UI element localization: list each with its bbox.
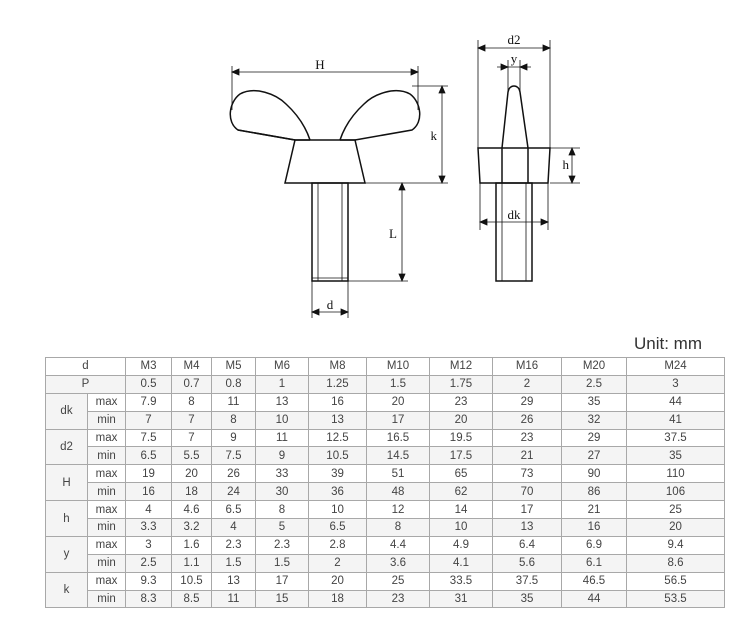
table-cell: 6.5: [126, 447, 172, 465]
table-cell: 15: [256, 590, 309, 608]
table-cell: 32: [562, 411, 627, 429]
table-cell: 39: [309, 465, 367, 483]
table-cell: 24: [212, 483, 256, 501]
label-y: y: [510, 51, 518, 66]
size-header: M10: [367, 358, 430, 376]
table-cell: 0.5: [126, 375, 172, 393]
table-cell: 1: [256, 375, 309, 393]
table-cell: 3: [126, 536, 172, 554]
table-cell: 14: [430, 501, 493, 519]
table-row: [46, 375, 725, 393]
table-cell: 33.5: [430, 572, 493, 590]
table-cell: 16: [126, 483, 172, 501]
table-cell: 10.5: [309, 447, 367, 465]
table-cell: 23: [430, 393, 493, 411]
table-cell: 30: [256, 483, 309, 501]
side-shank: [496, 183, 532, 281]
table-cell: 12: [367, 501, 430, 519]
table-cell: 73: [493, 465, 562, 483]
bound-label: max: [88, 501, 126, 519]
bound-label: min: [88, 590, 126, 608]
table-cell: 53.5: [627, 590, 725, 608]
table-cell: 6.1: [562, 554, 627, 572]
table-cell: 6.5: [212, 501, 256, 519]
table-cell: 29: [562, 429, 627, 447]
table-cell: 7: [172, 411, 212, 429]
bound-label: min: [88, 483, 126, 501]
table-cell: 90: [562, 465, 627, 483]
table-cell: 44: [627, 393, 725, 411]
table-cell: 9: [256, 447, 309, 465]
table-cell: 0.7: [172, 375, 212, 393]
bound-label: min: [88, 519, 126, 537]
table-cell: 1.1: [172, 554, 212, 572]
table-cell: 1.25: [309, 375, 367, 393]
table-cell: 5.5: [172, 447, 212, 465]
table-cell: 25: [627, 501, 725, 519]
label-h: h: [562, 157, 569, 172]
table-row: [46, 465, 725, 483]
table-cell: 110: [627, 465, 725, 483]
table-cell: 26: [493, 411, 562, 429]
table-cell: 11: [256, 429, 309, 447]
param-label: H: [46, 465, 88, 501]
table-cell: 4.1: [430, 554, 493, 572]
table-cell: 7: [172, 429, 212, 447]
table-cell: 13: [212, 572, 256, 590]
table-cell: 20: [430, 411, 493, 429]
table-cell: 9.3: [126, 572, 172, 590]
table-cell: 23: [367, 590, 430, 608]
table-cell: 12.5: [309, 429, 367, 447]
table-cell: 44: [562, 590, 627, 608]
table-cell: 8.3: [126, 590, 172, 608]
table-cell: 36: [309, 483, 367, 501]
table-row: [46, 590, 725, 608]
table-cell: 86: [562, 483, 627, 501]
table-cell: 4.9: [430, 536, 493, 554]
side-body: [478, 148, 550, 183]
table-cell: 4.6: [172, 501, 212, 519]
param-label: h: [46, 501, 88, 537]
table-cell: 56.5: [627, 572, 725, 590]
table-row: [46, 572, 725, 590]
table-row: [46, 501, 725, 519]
table-cell: 17: [256, 572, 309, 590]
table-cell: 19.5: [430, 429, 493, 447]
table-cell: 6.9: [562, 536, 627, 554]
table-row: [46, 411, 725, 429]
size-header: M24: [627, 358, 725, 376]
table-cell: 35: [562, 393, 627, 411]
table-cell: 23: [493, 429, 562, 447]
table-cell: 2.3: [212, 536, 256, 554]
param-label: d2: [46, 429, 88, 465]
bound-label: max: [88, 429, 126, 447]
dimension-table-body: [46, 358, 725, 608]
table-cell: 13: [309, 411, 367, 429]
table-cell: 41: [627, 411, 725, 429]
size-header: M4: [172, 358, 212, 376]
pitch-label: P: [46, 375, 126, 393]
table-cell: 21: [562, 501, 627, 519]
table-cell: 35: [627, 447, 725, 465]
table-row: [46, 483, 725, 501]
table-cell: 11: [212, 393, 256, 411]
table-cell: 2.5: [562, 375, 627, 393]
bound-label: max: [88, 465, 126, 483]
table-cell: 5.6: [493, 554, 562, 572]
left-wing-outline: [230, 91, 310, 140]
bound-label: max: [88, 572, 126, 590]
label-d: d: [326, 297, 334, 312]
table-cell: 20: [172, 465, 212, 483]
table-cell: 16: [562, 519, 627, 537]
label-dk: dk: [507, 207, 521, 222]
table-row: [46, 429, 725, 447]
table-cell: 10: [309, 501, 367, 519]
table-row: [46, 536, 725, 554]
table-cell: 7.5: [212, 447, 256, 465]
dimension-table: [45, 357, 725, 608]
table-cell: 2.5: [126, 554, 172, 572]
table-cell: 27: [562, 447, 627, 465]
table-cell: 65: [430, 465, 493, 483]
table-cell: 20: [309, 572, 367, 590]
table-cell: 17: [493, 501, 562, 519]
table-cell: 20: [627, 519, 725, 537]
table-cell: 48: [367, 483, 430, 501]
table-cell: 5: [256, 519, 309, 537]
table-cell: 2.3: [256, 536, 309, 554]
table-cell: 70: [493, 483, 562, 501]
table-cell: 2: [493, 375, 562, 393]
table-cell: 8: [367, 519, 430, 537]
table-cell: 18: [172, 483, 212, 501]
table-cell: 2: [309, 554, 367, 572]
table-cell: 0.8: [212, 375, 256, 393]
table-cell: 2.8: [309, 536, 367, 554]
table-cell: 9: [212, 429, 256, 447]
table-cell: 4: [212, 519, 256, 537]
table-cell: 17.5: [430, 447, 493, 465]
table-cell: 10: [256, 411, 309, 429]
table-cell: 37.5: [493, 572, 562, 590]
table-cell: 7.5: [126, 429, 172, 447]
label-L: L: [389, 226, 397, 241]
threaded-shank: [312, 183, 348, 281]
size-header: M8: [309, 358, 367, 376]
table-cell: 3.2: [172, 519, 212, 537]
table-cell: 21: [493, 447, 562, 465]
table-cell: 4: [126, 501, 172, 519]
right-wing-outline: [340, 91, 420, 140]
table-row: [46, 393, 725, 411]
table-cell: 13: [493, 519, 562, 537]
table-row: [46, 447, 725, 465]
table-cell: 10: [430, 519, 493, 537]
table-cell: 26: [212, 465, 256, 483]
table-cell: 8: [172, 393, 212, 411]
table-cell: 1.5: [212, 554, 256, 572]
table-cell: 19: [126, 465, 172, 483]
size-header: M12: [430, 358, 493, 376]
table-cell: 6.4: [493, 536, 562, 554]
label-H: H: [315, 57, 325, 72]
table-cell: 25: [367, 572, 430, 590]
param-label: dk: [46, 393, 88, 429]
label-d2: d2: [507, 32, 521, 47]
label-k: k: [430, 128, 437, 143]
table-cell: 8: [212, 411, 256, 429]
table-cell: 16: [309, 393, 367, 411]
table-cell: 20: [367, 393, 430, 411]
param-label: k: [46, 572, 88, 608]
table-cell: 1.75: [430, 375, 493, 393]
table-row: [46, 519, 725, 537]
table-cell: 29: [493, 393, 562, 411]
table-cell: 18: [309, 590, 367, 608]
table-cell: 51: [367, 465, 430, 483]
table-cell: 106: [627, 483, 725, 501]
table-cell: 8.6: [627, 554, 725, 572]
table-cell: 16.5: [367, 429, 430, 447]
table-cell: 3.3: [126, 519, 172, 537]
table-row: [46, 554, 725, 572]
table-cell: 3: [627, 375, 725, 393]
table-cell: 35: [493, 590, 562, 608]
side-wing-outline: [502, 86, 528, 148]
table-cell: 1.5: [256, 554, 309, 572]
table-cell: 1.5: [367, 375, 430, 393]
table-cell: 7.9: [126, 393, 172, 411]
header-d-label: d: [46, 358, 126, 376]
size-header: M5: [212, 358, 256, 376]
table-cell: 46.5: [562, 572, 627, 590]
param-label: y: [46, 536, 88, 572]
table-cell: 8: [256, 501, 309, 519]
table-cell: 3.6: [367, 554, 430, 572]
bound-label: min: [88, 411, 126, 429]
bound-label: min: [88, 447, 126, 465]
table-cell: 62: [430, 483, 493, 501]
table-cell: 14.5: [367, 447, 430, 465]
size-header: M16: [493, 358, 562, 376]
wing-nut-body: [285, 140, 365, 183]
table-cell: 37.5: [627, 429, 725, 447]
table-cell: 8.5: [172, 590, 212, 608]
unit-label: Unit: mm: [634, 334, 702, 353]
table-cell: 9.4: [627, 536, 725, 554]
bound-label: max: [88, 393, 126, 411]
table-cell: 31: [430, 590, 493, 608]
size-header: M3: [126, 358, 172, 376]
table-cell: 6.5: [309, 519, 367, 537]
table-cell: 33: [256, 465, 309, 483]
table-cell: 17: [367, 411, 430, 429]
table-cell: 7: [126, 411, 172, 429]
bound-label: min: [88, 554, 126, 572]
table-cell: 10.5: [172, 572, 212, 590]
table-cell: 1.6: [172, 536, 212, 554]
table-header-row: [46, 358, 725, 376]
bound-label: max: [88, 536, 126, 554]
table-cell: 4.4: [367, 536, 430, 554]
size-header: M20: [562, 358, 627, 376]
size-header: M6: [256, 358, 309, 376]
table-cell: 11: [212, 590, 256, 608]
table-cell: 13: [256, 393, 309, 411]
